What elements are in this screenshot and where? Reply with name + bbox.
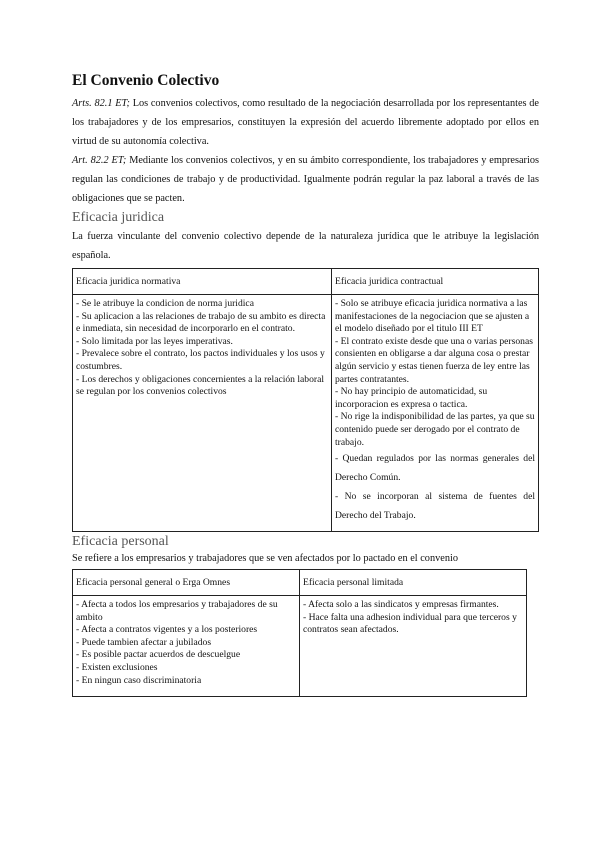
table-header: Eficacia juridica normativa (73, 269, 332, 295)
table-header: Eficacia personal general o Erga Omnes (73, 570, 300, 596)
list-item: - En ningun caso discriminatoria (76, 674, 202, 686)
list-item: - Solo se atribuye eficacia juridica normativa a las manifestaciones de la negociacion que se ajusten a el modelo diseñado por el titulo III ET (335, 298, 530, 335)
list-item: - No hay principio de automaticidad, su incorporacion es expresa o tactica. (335, 386, 488, 410)
list-item: - Los derechos y obligaciones concernientes a la relación laboral se regulan por los convenios colectivos (76, 373, 324, 398)
document-title: El Convenio Colectivo (72, 72, 220, 89)
list-item: - Existen exclusiones (76, 661, 158, 673)
table-cell-limitada (300, 596, 527, 697)
list-item: - Quedan regulados por las normas generales del Derecho Común. (335, 453, 535, 484)
paragraph-text: Los convenios colectivos, como resultado de la negociación desarrollada por los representantes de los trabajadores y de los empresarios, constituyen la expresión del acuerdo libremente adoptado por ellos en virtud de su autonomía colectiva. (72, 98, 539, 147)
paragraph-art-82-2 (72, 151, 539, 208)
table-header: Eficacia juridica contractual (332, 269, 539, 295)
list-item: - Hace falta una adhesion individual para que terceros y contratos sean afectados. (303, 611, 517, 636)
list-item: - No rige la indisponibilidad de las partes, ya que su contenido puede ser derogado por el contrato de trabajo. (335, 411, 535, 448)
section-intro: Se refiere a los empresarios y trabajadores que se ven afectados por lo pactado en el convenio (72, 553, 458, 564)
table-cell-normativa (73, 295, 332, 532)
section-intro: La fuerza vinculante del convenio colectivo depende de la naturaleza jurídica que le atribuye la legislación española. (72, 231, 539, 261)
article-reference: Arts. 82.1 ET; (72, 98, 130, 109)
section-heading-eficacia-juridica: Eficacia juridica (72, 210, 165, 225)
list-item: - Prevalece sobre el contrato, los pactos individuales y los usos y costumbres. (76, 348, 325, 372)
list-item: - No se incorporan al sistema de fuentes del Derecho del Trabajo. (335, 491, 535, 522)
table-cell-contractual (332, 295, 539, 532)
list-item: - El contrato existe desde que una o varias personas consienten en obligarse a dar alguna cosa o prestar algún servicio y estas tienen fuerza de ley entre las partes contratantes. (335, 335, 533, 385)
list-item: - Afecta solo a las sindicatos y empresas firmantes. (303, 599, 499, 610)
list-item: - Se le atribuye la condicion de norma juridica (76, 298, 254, 309)
table-cell-erga-omnes (73, 596, 300, 697)
table-header: Eficacia personal limitada (300, 570, 527, 596)
paragraph-text: Mediante los convenios colectivos, y en su ámbito correspondiente, los trabajadores y empresarios regulan las condiciones de trabajo y de productividad. Igualmente podrán regular la paz laboral a través de las obligaciones que se pacten. (72, 155, 539, 204)
list-item: - Solo limitada por las leyes imperativas. (76, 335, 233, 347)
paragraph-art-82-1 (72, 94, 539, 151)
list-item: - Es posible pactar acuerdos de descuelgue (76, 649, 241, 661)
list-item: - Puede tambien afectar a jubilados (76, 636, 212, 648)
section-heading-eficacia-personal: Eficacia personal (72, 534, 169, 549)
list-item: - Afecta a contratos vigentes y a los posteriores (76, 624, 258, 636)
eficacia-personal-table (72, 569, 527, 697)
list-item: - Afecta a todos los empresarios y trabajadores de su ambito (76, 599, 278, 623)
article-reference: Art. 82.2 ET; (72, 155, 127, 166)
list-item: - Su aplicacion a las relaciones de trabajo de su ambito es directa e inmediata, sin necesidad de incorporarlo en el contrato. (76, 310, 326, 335)
eficacia-juridica-table (72, 268, 539, 532)
